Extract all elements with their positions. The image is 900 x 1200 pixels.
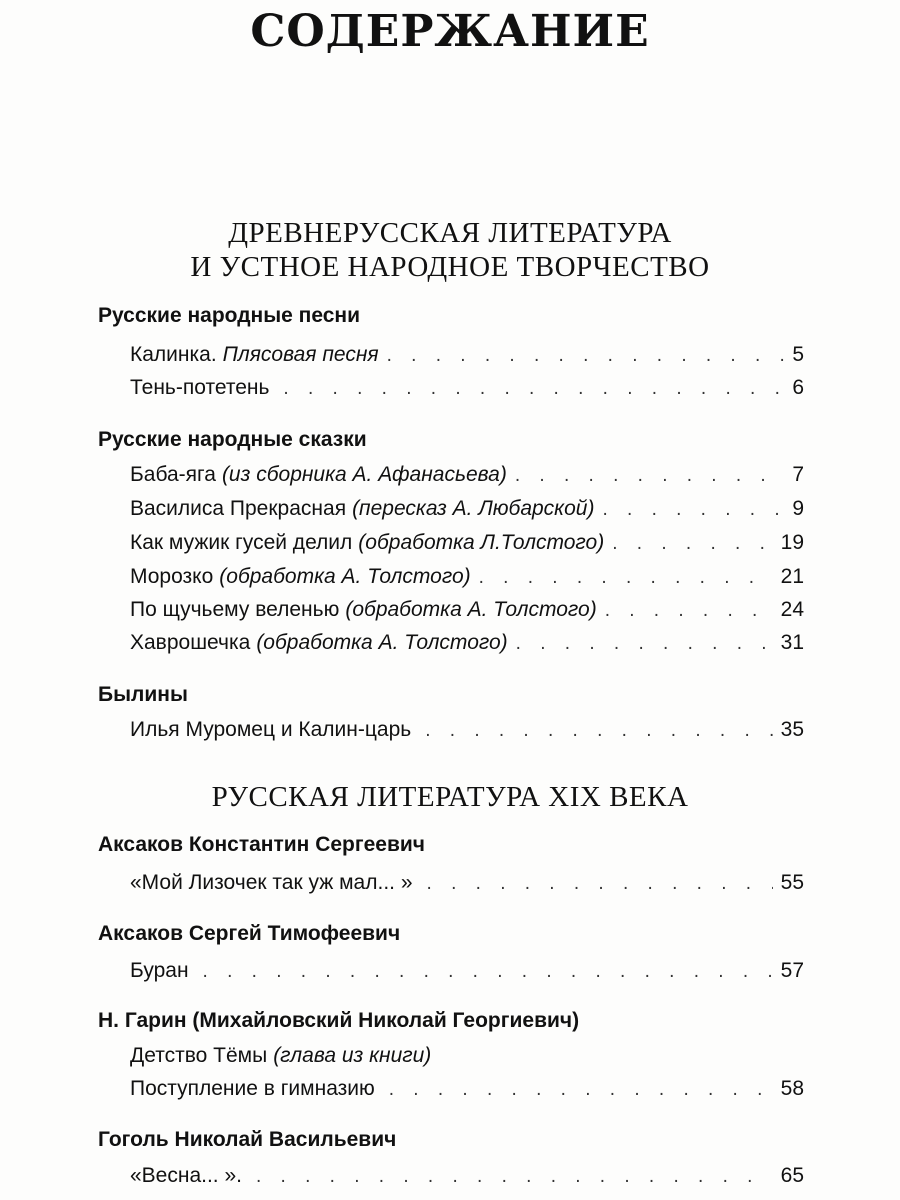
entry-title: Морозко xyxy=(130,565,214,588)
leader-dots xyxy=(612,529,772,559)
entry-page: 19 xyxy=(780,531,804,554)
entry-note: (обработка А. Толстого) xyxy=(219,565,471,588)
toc-entry[interactable] xyxy=(130,528,804,558)
toc-entry[interactable] xyxy=(130,628,804,658)
toc-entry[interactable] xyxy=(130,562,804,592)
entry-page: 7 xyxy=(792,463,804,486)
toc-group-gogol: Гоголь Николай Васильевич xyxy=(98,1128,397,1151)
entry-note: Плясовая песня xyxy=(222,343,379,366)
entry-title: Баба-яга xyxy=(130,463,216,486)
entry-title: Поступление в гимназию xyxy=(130,1077,375,1100)
entry-title: Хаврошечка xyxy=(130,631,251,654)
section-heading-old-russian-line2: И УСТНОЕ НАРОДНОЕ ТВОРЧЕСТВО xyxy=(190,251,710,283)
leader-dots xyxy=(283,374,784,404)
entry-page: 9 xyxy=(792,497,804,520)
entry-title: Буран xyxy=(130,959,189,982)
toc-group-aksakov-sergey: Аксаков Сергей Тимофеевич xyxy=(98,922,401,945)
toc-entry[interactable] xyxy=(130,956,804,986)
toc-entry[interactable] xyxy=(130,373,804,403)
entry-title: «Весна... ». xyxy=(130,1164,242,1187)
entry-title: «Мой Лизочек так уж мал... » xyxy=(130,871,413,894)
toc-group-byliny: Былины xyxy=(98,683,188,706)
section-heading-old-russian-line1: ДРЕВНЕРУССКАЯ ЛИТЕРАТУРА xyxy=(228,217,672,249)
entry-page: 31 xyxy=(780,631,804,654)
entry-note: (глава из книги) xyxy=(273,1044,432,1067)
entry-note: (обработка А. Толстого) xyxy=(256,631,508,654)
leader-dots xyxy=(256,1162,773,1192)
entry-note: (обработка Л.Толстого) xyxy=(358,531,605,554)
leader-dots xyxy=(516,629,773,659)
toc-entry[interactable] xyxy=(130,1041,804,1071)
entry-page: 55 xyxy=(780,871,804,894)
toc-entry[interactable] xyxy=(130,1161,804,1191)
leader-dots xyxy=(387,341,785,371)
toc-group-folk-songs: Русские народные песни xyxy=(98,304,361,327)
toc-entry[interactable] xyxy=(130,595,804,625)
toc-entry[interactable] xyxy=(130,868,804,898)
entry-page: 65 xyxy=(780,1164,804,1187)
leader-dots xyxy=(389,1075,773,1105)
toc-group-aksakov-konstantin: Аксаков Константин Сергеевич xyxy=(98,833,425,856)
page-title: СОДЕРЖАНИЕ xyxy=(250,6,650,57)
toc-entry[interactable] xyxy=(130,340,804,370)
leader-dots xyxy=(479,563,773,593)
entry-title: Детство Тёмы xyxy=(130,1044,268,1067)
toc-group-folk-tales: Русские народные сказки xyxy=(98,428,367,451)
entry-title: Калинка. xyxy=(130,343,217,366)
entry-page: 24 xyxy=(780,598,804,621)
entry-note: (обработка А. Толстого) xyxy=(345,598,597,621)
entry-note: (пересказ А. Любарской) xyxy=(352,497,595,520)
entry-page: 5 xyxy=(792,343,804,366)
section-heading-19th-century: РУССКАЯ ЛИТЕРАТУРА XIX ВЕКА xyxy=(211,781,689,813)
entry-page: 6 xyxy=(792,376,804,399)
entry-title: По щучьему веленью xyxy=(130,598,340,621)
toc-entry[interactable] xyxy=(130,460,804,490)
entry-title: Как мужик гусей делил xyxy=(130,531,353,554)
toc-group-garin: Н. Гарин (Михайловский Николай Георгиевич) xyxy=(98,1009,580,1032)
entry-page: 58 xyxy=(780,1077,804,1100)
entry-note: (из сборника А. Афанасьева) xyxy=(221,463,507,486)
leader-dots xyxy=(515,461,784,491)
leader-dots xyxy=(427,869,773,899)
entry-title: Василиса Прекрасная xyxy=(130,497,347,520)
entry-page: 57 xyxy=(780,959,804,982)
leader-dots xyxy=(602,495,784,525)
toc-entry[interactable] xyxy=(130,1074,804,1104)
entry-title: Тень-потетень xyxy=(130,376,270,399)
entry-title: Илья Муромец и Калин-царь xyxy=(130,718,412,741)
toc-entry[interactable] xyxy=(130,494,804,524)
toc-entry[interactable] xyxy=(130,715,804,745)
leader-dots xyxy=(203,957,773,987)
entry-page: 35 xyxy=(780,718,804,741)
entry-page: 21 xyxy=(780,565,804,588)
leader-dots xyxy=(425,716,772,746)
leader-dots xyxy=(605,596,773,626)
